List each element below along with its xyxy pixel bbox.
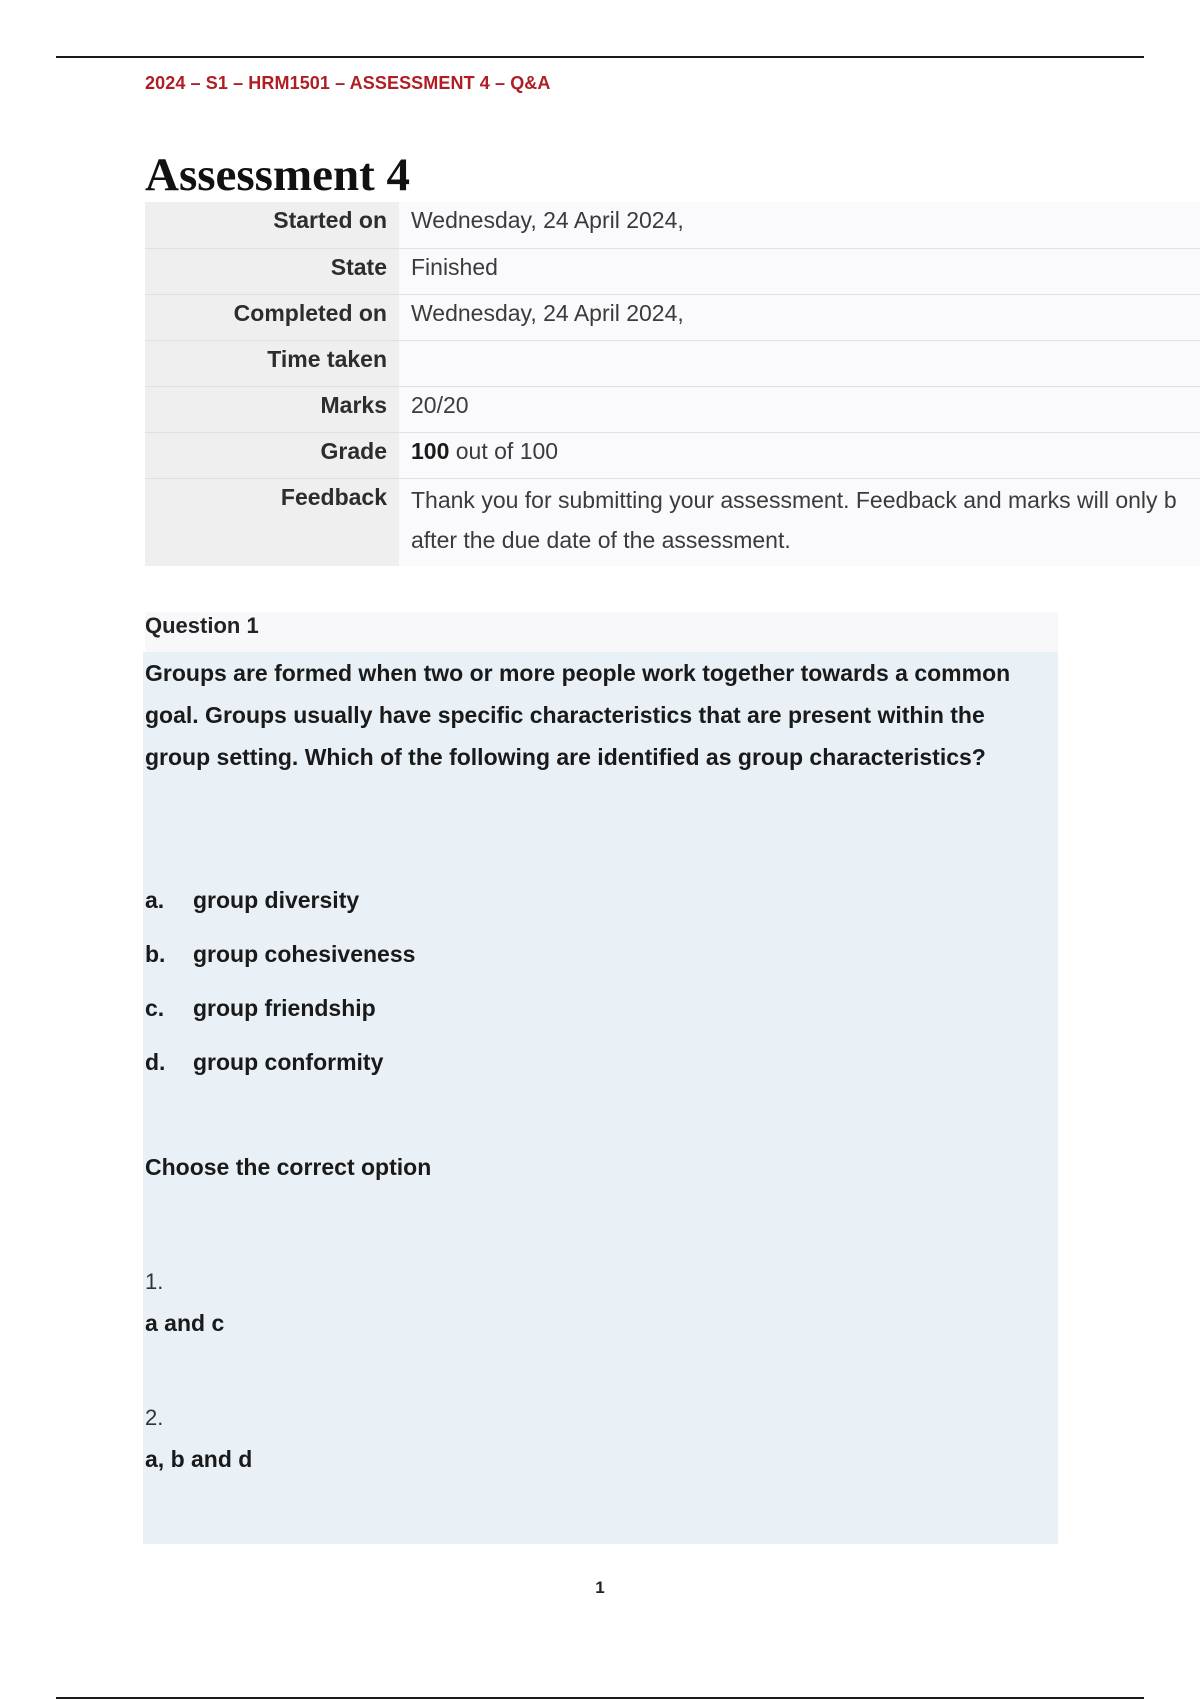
question-instruction: Choose the correct option [145,1154,432,1180]
summary-row-started-on [145,202,1200,248]
summary-value: Finished [399,248,1200,294]
question-text: Groups are formed when two or more people work together towards a common goal. Groups usually have specific characteristics that are present within the group setting. Which of the following are identified as group characteristics? [145,660,1011,770]
question-body [143,652,1058,1544]
page-number: 1 [595,1578,605,1597]
choice-number: 2. [145,1405,164,1430]
option-text: group conformity [193,1049,384,1075]
summary-value: Wednesday, 24 April 2024, [399,294,1200,340]
page-title: Assessment 4 [145,149,411,201]
choice-text: a, b and d [145,1446,253,1472]
summary-label: Marks [145,386,399,432]
option-letter: b. [145,941,166,967]
summary-value: Wednesday, 24 April 2024, [399,202,1200,248]
summary-label: Started on [145,202,399,248]
option-letter: c. [145,995,165,1021]
summary-value [399,478,1200,566]
attempt-summary-table [145,202,1200,566]
choice-number: 1. [145,1269,164,1294]
summary-label: Feedback [145,478,399,566]
summary-row-completed-on [145,294,1200,340]
summary-row-state [145,248,1200,294]
option-d [145,1047,383,1077]
summary-label: Completed on [145,294,399,340]
option-a [145,885,359,915]
option-text: group diversity [193,887,360,913]
footer-rule [56,1697,1144,1699]
option-text: group cohesiveness [193,941,416,967]
feedback-line-1: Thank you for submitting your assessment. Feedback and marks will only b [411,486,1177,513]
summary-value: 20/20 [399,386,1200,432]
summary-label: Time taken [145,340,399,386]
summary-label: State [145,248,399,294]
summary-row-marks [145,386,1200,432]
summary-row-feedback [145,478,1200,566]
summary-row-time-taken [145,340,1200,386]
summary-value [399,432,1200,478]
header-rule [56,56,1144,58]
choice-text: a and c [145,1310,225,1336]
option-letter: a. [145,887,165,913]
option-letter: d. [145,1049,166,1075]
option-text: group friendship [193,995,376,1021]
summary-row-grade [145,432,1200,478]
grade-score: 100 [411,437,450,464]
summary-value [399,340,1200,386]
document-header: 2024 – S1 – HRM1501 – ASSESSMENT 4 – Q&A [145,73,551,93]
option-b [145,939,415,969]
option-c [145,993,376,1023]
question-heading: Question 1 [145,612,1058,652]
summary-label: Grade [145,432,399,478]
grade-out-of: out of 100 [449,437,559,464]
feedback-line-2: after the due date of the assessment. [411,526,791,553]
